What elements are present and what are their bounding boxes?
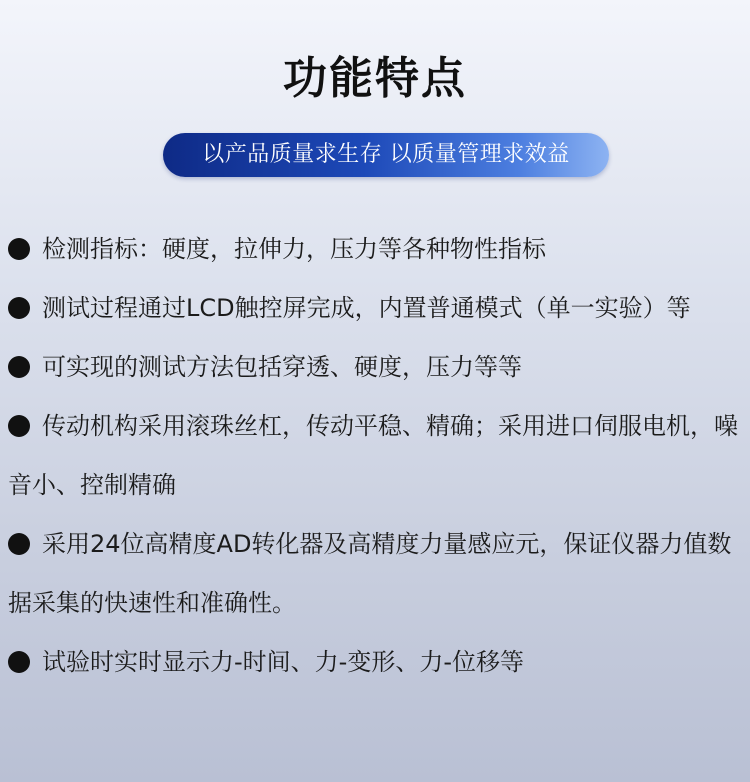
slogan-banner	[163, 133, 609, 177]
bullet-icon	[8, 238, 30, 260]
feature-item	[8, 515, 742, 633]
feature-text: 试验时实时显示力-时间、力-变形、力-位移等	[42, 648, 524, 676]
feature-list	[8, 220, 742, 692]
bullet-icon	[8, 356, 30, 378]
feature-text: 测试过程通过LCD触控屏完成，内置普通模式（单一实验）等	[42, 294, 691, 322]
feature-item	[8, 220, 742, 279]
feature-text: 传动机构采用滚珠丝杠，传动平稳、精确；采用进口伺服电机，噪音小、控制精确	[8, 412, 738, 499]
bullet-icon	[8, 297, 30, 319]
bullet-icon	[8, 533, 30, 555]
page-title: 功能特点	[283, 53, 467, 104]
feature-text: 可实现的测试方法包括穿透、硬度，压力等等	[42, 353, 522, 381]
slogan-text: 以产品质量求生存 以质量管理求效益	[202, 142, 570, 167]
bullet-icon	[8, 651, 30, 673]
bullet-icon	[8, 415, 30, 437]
feature-item	[8, 397, 742, 515]
feature-text: 采用24位高精度AD转化器及高精度力量感应元，保证仪器力值数据采集的快速性和准确性。	[8, 530, 732, 617]
feature-text: 检测指标：硬度，拉伸力，压力等各种物性指标	[42, 235, 546, 263]
feature-item	[8, 279, 742, 338]
feature-item	[8, 338, 742, 397]
feature-item	[8, 633, 742, 692]
